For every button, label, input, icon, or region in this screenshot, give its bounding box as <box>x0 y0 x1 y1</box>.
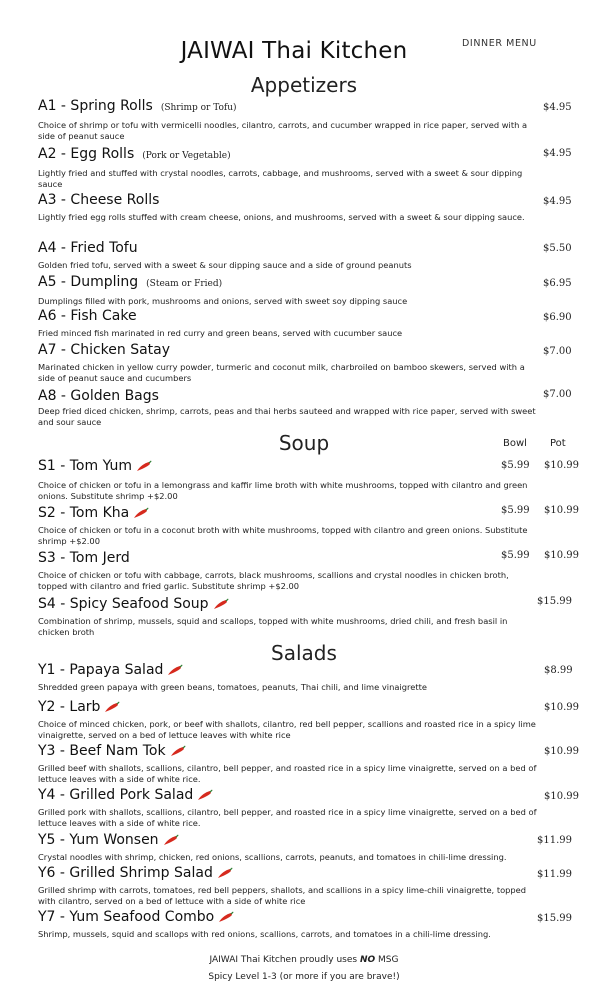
chili-pepper-icon <box>197 789 213 801</box>
item-price: $11.99 <box>537 869 572 880</box>
item-description: Marinated chicken in yellow curry powder, turmeric and coconut milk, charbroiled on bamboo skewers, served with a side of peanut sauce and cucumbers <box>38 362 525 383</box>
item-description: Golden fried tofu, served with a sweet & sour dipping sauce and a side of ground peanuts <box>38 260 412 270</box>
item-name: Y4 - Grilled Pork Salad <box>38 787 194 803</box>
item-name: A1 - Spring Rolls <box>38 98 153 114</box>
item-price: $15.99 <box>537 913 572 924</box>
item-name: A4 - Fried Tofu <box>38 240 138 256</box>
item-description: Choice of chicken or tofu in a lemongrass and kaffir lime broth with white mushrooms, topped with cilantro and green onions. Substitute shrimp +$2.00 <box>38 480 528 501</box>
menu-item <box>38 787 578 828</box>
item-name: Y2 - Larb <box>38 699 101 715</box>
item-name: S3 - Tom Jerd <box>38 550 130 566</box>
menu-item <box>38 662 578 693</box>
item-description: Choice of chicken or tofu with cabbage, carrots, black mushrooms, scallions and crystal noodles in chicken broth, topped with cilantro and fried garlic. Substitute shrimp +$2.00 <box>38 570 509 591</box>
item-description: Choice of minced chicken, pork, or beef with shallots, cilantro, red bell pepper, scallions and roasted rice in a spicy lime vinaigrette, served on a bed of lettuce leaves with white rice <box>38 719 536 740</box>
item-price: $10.99 <box>544 702 579 713</box>
item-name: S1 - Tom Yum <box>38 458 133 474</box>
item-price: $4.95 <box>543 148 572 159</box>
item-description: Grilled pork with shallots, scallions, cilantro, bell pepper, and roasted rice in a spicy lime vinaigrette, served on a bed of lettuce leaves with a side of white rice. <box>38 807 537 828</box>
item-description: Shrimp, mussels, squid and scallops with red onions, scallions, carrots, and tomatoes in a chili-lime dressing. <box>38 929 491 939</box>
item-description: Deep fried diced chicken, shrimp, carrots, peas and thai herbs sauteed and wrapped with rice paper, served with sweet and sour sauce <box>38 406 536 427</box>
pot-price: $10.99 <box>544 505 579 516</box>
item-description: Grilled shrimp with carrots, tomatoes, red bell peppers, shallots, and scallions in a spicy lime-chili vinaigrette, topped with cilantro, served on a bed of lettuce with a side of white rice <box>38 885 527 906</box>
item-note: (Steam or Fried) <box>146 279 223 289</box>
msg-notice-text: JAIWAI Thai Kitchen proudly uses <box>209 955 360 965</box>
item-price: $10.99 <box>544 746 579 757</box>
menu-item <box>38 192 578 223</box>
chili-pepper-icon <box>163 834 179 846</box>
soup-heading: Soup <box>278 431 330 455</box>
chili-pepper-icon <box>170 745 186 757</box>
item-price: $4.95 <box>543 196 572 207</box>
salads-heading: Salads <box>271 641 337 665</box>
pot-price: $10.99 <box>544 460 579 471</box>
menu-item <box>38 98 578 141</box>
item-description: Choice of chicken or tofu in a coconut broth with white mushrooms, topped with cilantro and green onions. Substitute shrimp +$2.00 <box>38 525 528 546</box>
menu-item <box>38 240 578 271</box>
item-description: Lightly fried and stuffed with crystal noodles, carrots, cabbage, and mushrooms, served with a sweet & sour dipping sauce <box>38 168 523 189</box>
menu-item <box>38 342 578 383</box>
spicy-level-note: Spicy Level 1-3 (or more if you are brave!) <box>208 972 400 982</box>
item-name: A5 - Dumpling <box>38 274 139 290</box>
item-price: $7.00 <box>543 346 572 357</box>
item-name: Y5 - Yum Wonsen <box>38 832 159 848</box>
item-price: $6.95 <box>543 278 572 289</box>
chili-pepper-icon <box>217 867 233 879</box>
pot-column-header: Pot <box>550 438 566 449</box>
pot-price: $15.99 <box>537 596 572 607</box>
item-name: S2 - Tom Kha <box>38 505 130 521</box>
item-name: Y1 - Papaya Salad <box>38 662 164 678</box>
restaurant-title: JAIWAI Thai Kitchen <box>180 38 408 64</box>
item-name: A7 - Chicken Satay <box>38 342 171 358</box>
item-name: Y6 - Grilled Shrimp Salad <box>38 865 213 881</box>
item-name: A8 - Golden Bags <box>38 388 159 404</box>
item-price: $6.90 <box>543 312 572 323</box>
item-price: $5.50 <box>543 243 572 254</box>
item-name: Y3 - Beef Nam Tok <box>38 743 166 759</box>
bowl-price: $5.99 <box>501 460 530 471</box>
item-price: $11.99 <box>537 835 572 846</box>
menu-item <box>38 550 578 591</box>
item-note: (Pork or Vegetable) <box>142 151 231 161</box>
menu-item <box>38 832 578 863</box>
menu-item <box>38 743 578 784</box>
chili-pepper-icon <box>133 507 149 519</box>
item-name: Y7 - Yum Seafood Combo <box>38 909 215 925</box>
item-name: S4 - Spicy Seafood Soup <box>38 596 209 612</box>
menu-item <box>38 909 578 940</box>
chili-pepper-icon <box>167 664 183 676</box>
msg-notice-emphasis: NO <box>359 955 376 965</box>
menu-item <box>38 458 578 501</box>
item-description: Shredded green papaya with green beans, tomatoes, peanuts, Thai chili, and lime vinaigrette <box>38 682 427 692</box>
item-name: A3 - Cheese Rolls <box>38 192 160 208</box>
item-description: Lightly fried egg rolls stuffed with cream cheese, onions, and mushrooms, served with a sweet & sour dipping sauce. <box>38 212 525 222</box>
item-description: Crystal noodles with shrimp, chicken, red onions, scallions, carrots, peanuts, and tomatoes in chili-lime dressing. <box>38 852 507 862</box>
chili-pepper-icon <box>136 460 152 472</box>
chili-pepper-icon <box>104 701 120 713</box>
bowl-column-header: Bowl <box>503 438 527 449</box>
menu-item <box>38 308 578 339</box>
item-price: $4.95 <box>543 102 572 113</box>
menu-item <box>38 146 578 189</box>
item-description: Fried minced fish marinated in red curry and green beans, served with cucumber sauce <box>38 328 403 338</box>
bowl-price: $5.99 <box>501 550 530 561</box>
menu-item <box>38 274 578 307</box>
menu-item <box>38 865 578 906</box>
bowl-price: $5.99 <box>501 505 530 516</box>
item-description: Choice of shrimp or tofu with vermicelli noodles, cilantro, carrots, and cucumber wrapped in rice paper, served with a side of peanut sauce <box>38 120 528 141</box>
pot-price: $10.99 <box>544 550 579 561</box>
menu-item <box>38 596 578 637</box>
msg-notice <box>0 955 608 965</box>
appetizers-heading: Appetizers <box>250 73 358 97</box>
item-description: Grilled beef with shallots, scallions, cilantro, bell pepper, and roasted rice in a spicy lime vinaigrette, served on a bed of lettuce leaves with a side of white rice. <box>38 763 537 784</box>
item-note: (Shrimp or Tofu) <box>160 103 237 113</box>
item-price: $10.99 <box>544 791 579 802</box>
chili-pepper-icon <box>218 911 234 923</box>
item-description: Combination of shrimp, mussels, squid and scallops, topped with white mushrooms, dried chili, and fresh basil in chicken broth <box>38 616 508 637</box>
item-name: A6 - Fish Cake <box>38 308 137 324</box>
menu-item <box>38 699 578 740</box>
chili-pepper-icon <box>213 598 229 610</box>
item-name: A2 - Egg Rolls <box>38 146 135 162</box>
item-description: Dumplings filled with pork, mushrooms and onions, served with sweet soy dipping sauce <box>38 296 408 306</box>
menu-item <box>38 505 578 546</box>
item-price: $8.99 <box>544 665 573 676</box>
msg-notice-suffix: MSG <box>375 955 399 965</box>
menu-type-label: DINNER MENU <box>462 38 537 49</box>
menu-item <box>38 388 578 427</box>
item-price: $7.00 <box>543 389 572 400</box>
